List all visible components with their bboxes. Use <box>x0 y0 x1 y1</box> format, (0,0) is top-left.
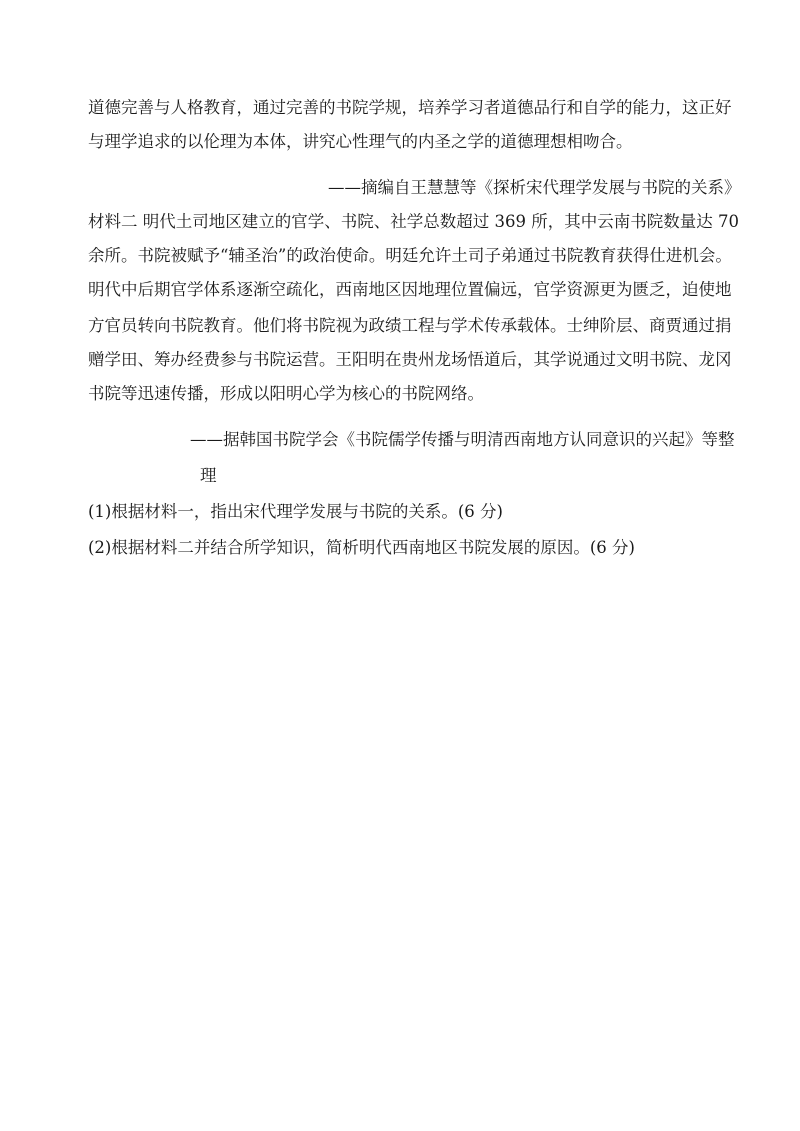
material-two-line-4: 方官员转向书院教育。他们将书院视为政绩工程与学术传承载体。士绅阶层、商贾通过捐 <box>88 316 732 335</box>
material-two-source-line-2: 理 <box>200 466 217 485</box>
material-one-line-2: 与理学追求的以伦理为本体，讲究心性理气的内圣之学的道德理想相吻合。 <box>88 132 633 151</box>
material-two-line-1: 材料二 明代土司地区建立的官学、书院、社学总数超过 369 所，其中云南书院数量达 70 <box>88 212 739 231</box>
question-2: (2)根据材料二并结合所学知识，简析明代西南地区书院发展的原因。(6 分) <box>88 538 635 557</box>
material-two-line-6: 书院等迅速传播，形成以阳明心学为核心的书院网络。 <box>88 384 484 403</box>
material-two-source-line-1: ——据韩国书院学会《书院儒学传播与明清西南地方认同意识的兴起》等整 <box>190 430 735 449</box>
question-1: (1)根据材料一，指出宋代理学发展与书院的关系。(6 分) <box>88 502 503 521</box>
material-one-source: ——摘编自王慧慧等《探析宋代理学发展与书院的关系》 <box>328 178 741 197</box>
material-two-line-3: 明代中后期官学体系逐渐空疏化，西南地区因地理位置偏远，官学资源更为匮乏，迫使地 <box>88 280 732 299</box>
material-two-line-2: 余所。书院被赋予“辅圣治”的政治使命。明廷允许土司子弟通过书院教育获得仕进机会。 <box>88 246 732 265</box>
material-one-line-1: 道德完善与人格教育，通过完善的书院学规，培养学习者道德品行和自学的能力，这正好 <box>88 98 732 117</box>
material-two-line-5: 赠学田、筹办经费参与书院运营。王阳明在贵州龙场悟道后，其学说通过文明书院、龙冈 <box>88 350 732 369</box>
